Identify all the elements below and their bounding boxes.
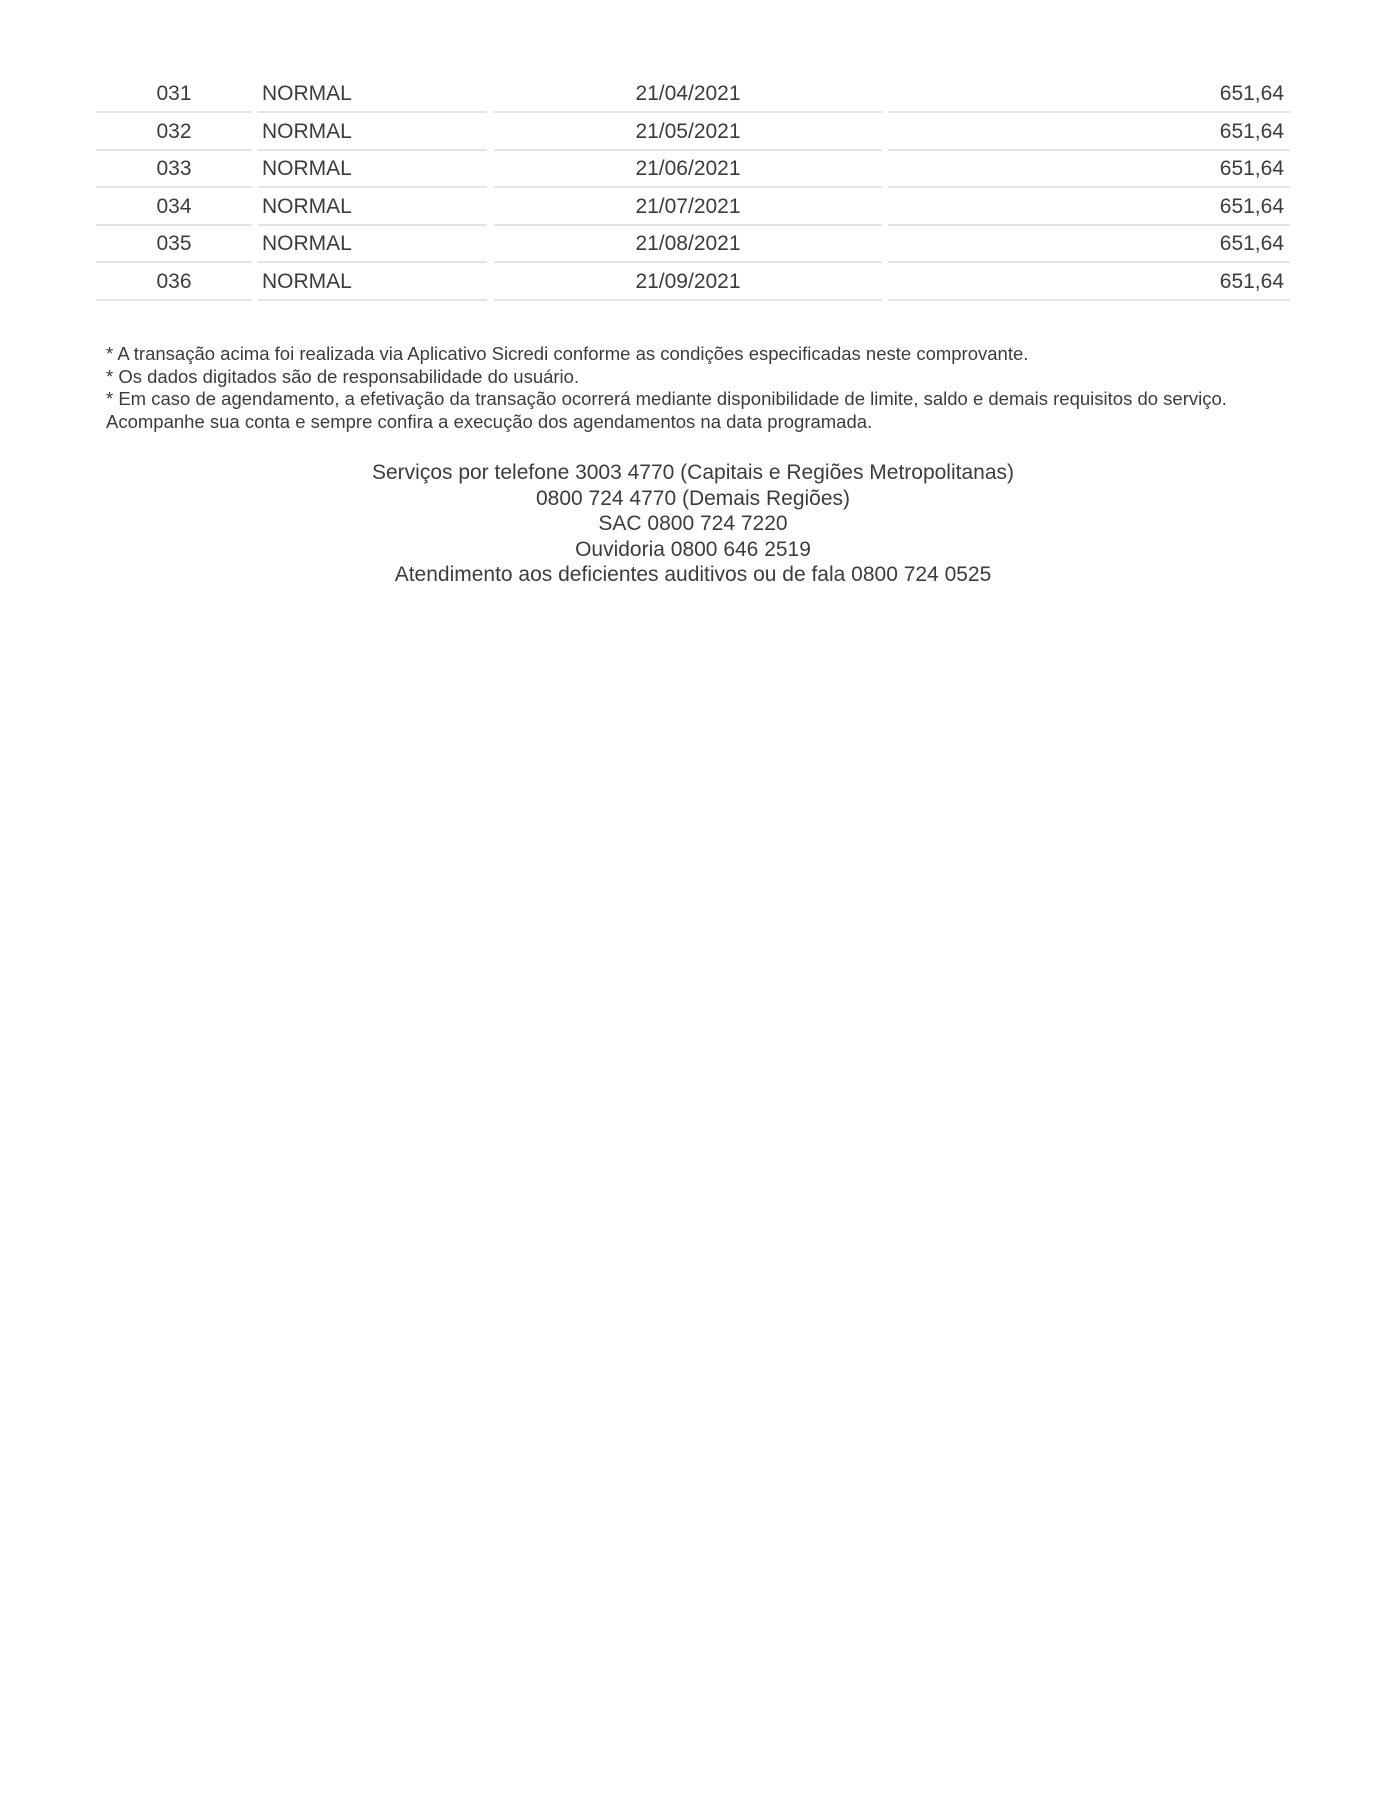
- installment-value: 651,64: [888, 226, 1290, 263]
- installment-number: 032: [96, 114, 252, 151]
- installment-number: 034: [96, 189, 252, 226]
- installment-type: NORMAL: [258, 114, 487, 151]
- table-row: [96, 189, 1290, 227]
- installment-type: NORMAL: [258, 76, 487, 113]
- contact-sac: SAC 0800 724 7220: [598, 512, 788, 535]
- installment-number: 031: [96, 76, 252, 113]
- installment-value: 651,64: [888, 114, 1290, 151]
- installment-type: NORMAL: [258, 226, 487, 263]
- table-row: [96, 264, 1290, 302]
- installment-value: 651,64: [888, 189, 1290, 226]
- installment-type: NORMAL: [258, 264, 487, 301]
- installment-date: 21/04/2021: [494, 76, 882, 113]
- table-row: [96, 76, 1290, 114]
- disclaimer-note: * Os dados digitados são de responsabilidade do usuário.: [106, 365, 580, 387]
- table-row: [96, 226, 1290, 264]
- disclaimer-notes: [106, 343, 1286, 433]
- installment-type: NORMAL: [258, 151, 487, 188]
- installment-date: 21/07/2021: [494, 189, 882, 226]
- table-row: [96, 151, 1290, 189]
- contact-other-regions: 0800 724 4770 (Demais Regiões): [535, 486, 851, 510]
- installment-number: 035: [96, 226, 252, 263]
- disclaimer-note: * A transação acima foi realizada via Aplicativo Sicredi conforme as condições especificadas neste comprovante.: [106, 343, 1029, 364]
- installment-date: 21/09/2021: [494, 264, 882, 301]
- installment-number: 033: [96, 151, 252, 188]
- installment-value: 651,64: [888, 264, 1290, 301]
- installment-date: 21/08/2021: [494, 226, 882, 263]
- contact-accessibility: Atendimento aos deficientes auditivos ou de fala 0800 724 0525: [394, 563, 992, 586]
- installment-type: NORMAL: [258, 189, 487, 226]
- table-row: [96, 114, 1290, 152]
- installments-table: [96, 76, 1290, 301]
- installment-date: 21/06/2021: [494, 151, 882, 188]
- installment-date: 21/05/2021: [494, 114, 882, 151]
- installment-value: 651,64: [888, 151, 1290, 188]
- contact-info: [96, 460, 1290, 588]
- disclaimer-note: * Em caso de agendamento, a efetivação da transação ocorrerá mediante disponibilidade de limite, saldo e demais requisitos do serviço. Acompanhe sua conta e sempre confira a execução dos agendamentos na data programada.: [106, 388, 1227, 432]
- contact-ombudsman: Ouvidoria 0800 646 2519: [575, 537, 811, 561]
- installment-value: 651,64: [888, 76, 1290, 113]
- contact-phone-services: Serviços por telefone 3003 4770 (Capitais e Regiões Metropolitanas): [371, 461, 1015, 484]
- installment-number: 036: [96, 264, 252, 301]
